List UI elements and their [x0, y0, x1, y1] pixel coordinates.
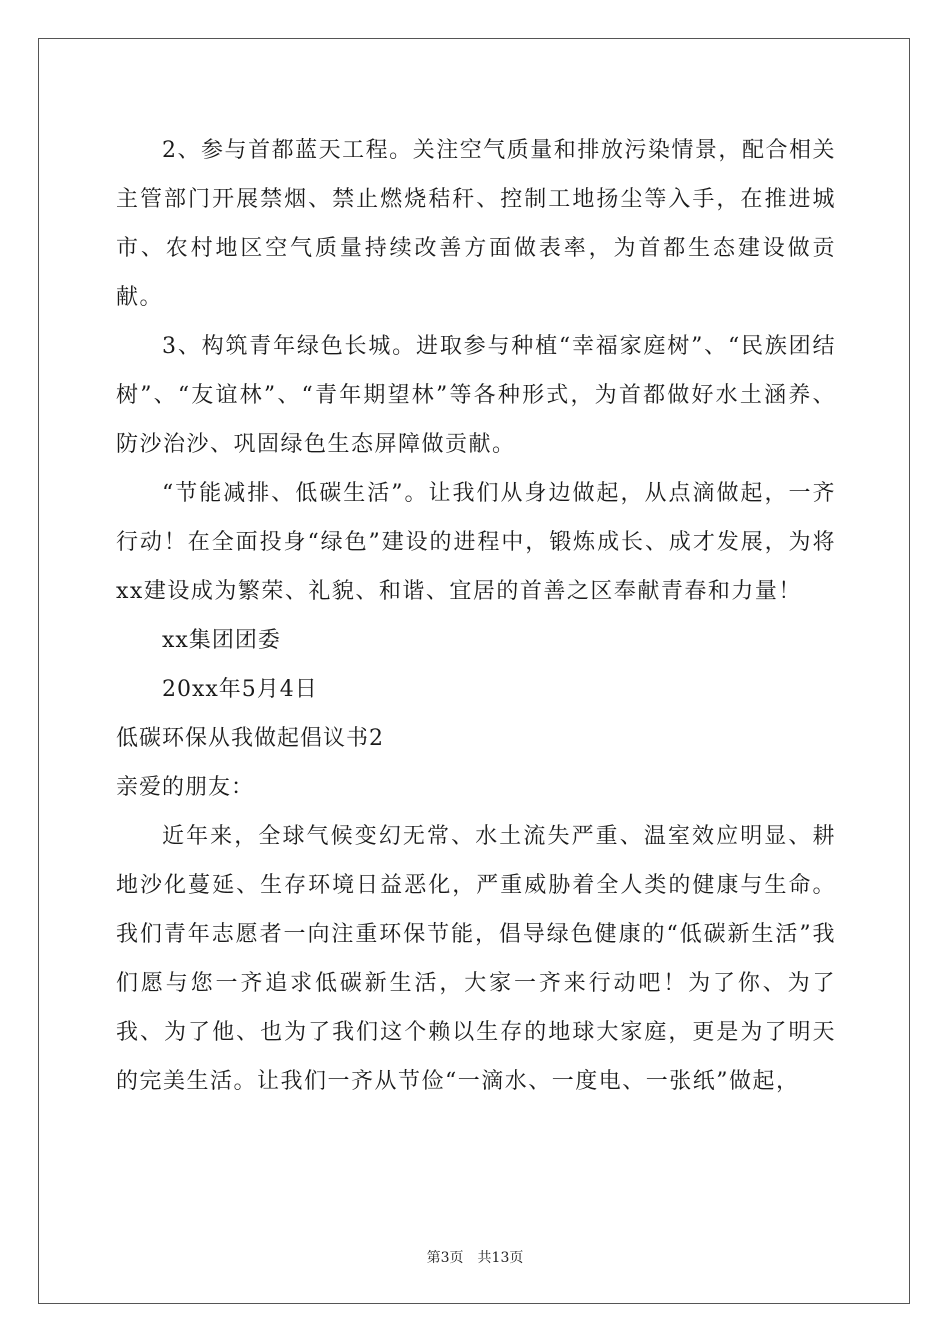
- second-doc-title: 低碳环保从我做起倡议书2: [116, 726, 384, 751]
- page-number-footer: 第3页 共13页: [426, 1250, 524, 1266]
- paragraph-blue-sky: 2、参与首都蓝天工程。关注空气质量和排放污染情景，配合相关主管部门开展禁烟、禁止燃烧秸秆、控制工地扬尘等入手，在推进城市、农村地区空气质量持续改善方面做表率，为首都生态建设做贡献。: [116, 138, 836, 310]
- paragraph-green-wall: 3、构筑青年绿色长城。进取参与种植“幸福家庭树”、“民族团结树”、“友谊林”、“青年期望林”等各种形式，为首都做好水土涵养、防沙治沙、巩固绿色生态屏障做贡献。: [116, 334, 836, 457]
- second-doc-greeting: 亲爱的朋友：: [116, 775, 255, 800]
- paragraph-call-to-action: “节能减排、低碳生活”。让我们从身边做起，从点滴做起，一齐行动！在全面投身“绿色”建设的进程中，锻炼成长、成才发展，为将xx建设成为繁荣、礼貌、和谐、宜居的首善之区奉献青春和力量！: [116, 481, 836, 604]
- signature-date: 20xx年5月4日: [162, 677, 318, 702]
- document-body: [116, 126, 836, 1106]
- second-doc-body: 近年来，全球气候变幻无常、水土流失严重、温室效应明显、耕地沙化蔓延、生存环境日益恶化，严重威胁着全人类的健康与生命。我们青年志愿者一向注重环保节能，倡导绿色健康的“低碳新生活”我们愿与您一齐追求低碳新生活，大家一齐来行动吧！为了你、为了我、为了他、也为了我们这个赖以生存的地球大家庭，更是为了明天的完美生活。让我们一齐从节俭“一滴水、一度电、一张纸”做起，: [116, 824, 836, 1094]
- signature-org: xx集团团委: [162, 628, 281, 653]
